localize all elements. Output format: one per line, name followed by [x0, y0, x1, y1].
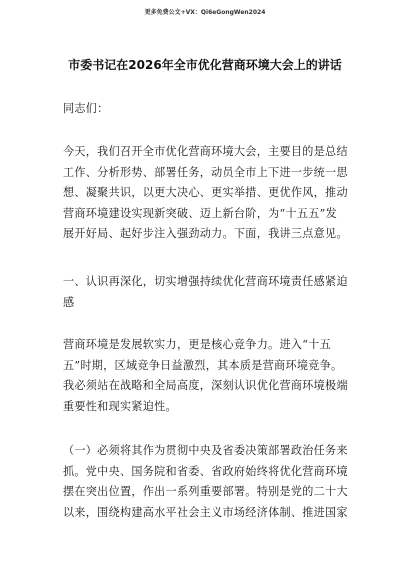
- header-note: 更多免费公文+VX：Qi6eGongWen2024: [144, 9, 266, 16]
- salutation: [63, 99, 351, 120]
- paragraph-line: 工作、分析形势、部署任务，动员全市上下进一步统一思: [63, 165, 348, 179]
- paragraph-line: 摆在突出位置，作出一系列重要部署。特别是党的二十大: [63, 485, 348, 498]
- paragraph-line: 以来，围绕构建高水平社会主义市场经济体制、推进国家: [63, 505, 348, 519]
- paragraph-intro: [63, 142, 351, 245]
- heading-line: 一、认识再深化，切实增强持续优化营商环境责任感紧迫: [63, 275, 348, 288]
- page-title: 市委书记在2026年全市优化营商环境大会上的讲话: [68, 58, 342, 72]
- paragraph-line: 营商环境是发展软实力，更是核心竞争力。进入“十五: [63, 338, 332, 351]
- paragraph-line: 五”时期，区域竞争日益激烈，其本质是营商环境竞争。: [63, 358, 343, 372]
- paragraph-political-task: [63, 441, 351, 523]
- paragraph-line: 展开好局、起好步注入强劲动力。下面，我讲三点意见。: [63, 227, 348, 240]
- section-heading-1: [63, 272, 351, 313]
- salutation-text: 同志们：: [63, 102, 109, 115]
- paragraph-competitiveness: [63, 335, 351, 417]
- paragraph-line: 想、凝聚共识，以更大决心、更实举措、更优作风，推动: [63, 186, 348, 199]
- heading-line: 感: [63, 295, 75, 309]
- paragraph-line: （一）必须将其作为贯彻中央及省委决策部署政治任务来: [63, 444, 348, 457]
- paragraph-line: 今天，我们召开全市优化营商环境大会，主要目的是总结: [63, 145, 348, 158]
- paragraph-line: 抓。党中央、国务院和省委、省政府始终将优化营商环境: [63, 464, 348, 478]
- paragraph-line: 营商环境建设实现新突破、迈上新台阶，为“十五五”发: [63, 206, 338, 220]
- paragraph-line: 重要性和现实紧迫性。: [63, 399, 177, 413]
- paragraph-line: 我必须站在战略和全局高度，深刻认识优化营商环境极端: [63, 379, 348, 392]
